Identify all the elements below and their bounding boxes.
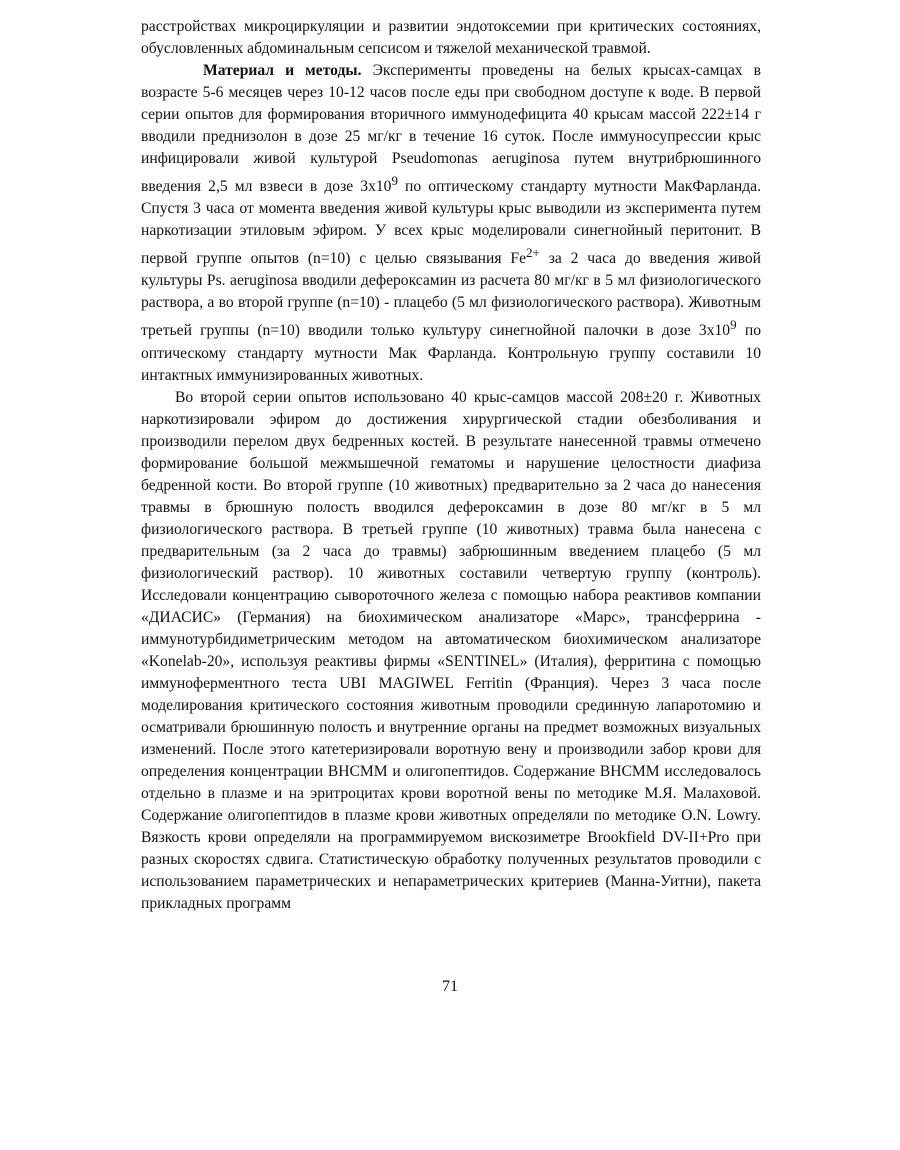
paragraph-materials-methods (141, 60, 761, 387)
paragraph-second-series: Во второй серии опытов использовано 40 крыс-самцов массой 208±20 г. Животных наркотизировали эфиром до достижения хирургической стадии обезболивания и производили перелом двух бедренных костей. В результате нанесенной травмы отмечено формирование большой межмышечной гематомы и нарушение целостности диафиза бедренной кости. Во второй группе (10 животных) предварительно за 2 часа до нанесения травмы в брюшную полость вводился дефероксамин в дозе 80 мг/кг в 5 мл физиологического раствора. В третьей группе (10 животных) травма была нанесена с предварительным (за 2 часа до травмы) забрюшинным введением плацебо (5 мл физиологический раствор). 10 животных составили четвертую группу (контроль). Исследовали концентрацию сывороточного железа с помощью набора реактивов компании «ДИАСИС» (Германия) на биохимическом анализаторе «Марс», трансферрина - иммунотурбидиметрическим методом на автоматическом биохимическом анализаторе «Konelab-20», используя реактивы фирмы «SENTINEL» (Италия), ферритина с помощью иммуноферментного теста UBI MAGIWEL Ferritin (Франция). Через 3 часа после моделирования критического состояния животным проводили срединную лапаротомию и осматривали брюшинную полость и внутренние органы на предмет возможных визуальных изменений. После этого катетеризировали воротную вену и производили забор крови для определения концентрации ВНСММ и олигопептидов. Содержание ВНСММ исследовалось отдельно в плазме и на эритроцитах крови воротной вены по методике М.Я. Малаховой. Содержание олигопептидов в плазме крови животных определяли по методике O.N. Lowry. Вязкость крови определяли на программируемом вискозиметре Brookfield DV-II+Pro при разных скоростях сдвига. Статистическую обработку полученных результатов проводили с использованием параметрических и непараметрических критериев (Манна-Уитни), пакета прикладных программ (141, 388, 761, 912)
paragraph-text-part-b: по оптическому стандарту мутности МакФарланда. Спустя 3 часа от момента введения живой культуры крыс выводили из эксперимента путем наркотизации этиловым эфиром. У всех крыс моделировали синегнойный перитонит. В первой группе опытов (n=10) с целью связывания Fe (141, 178, 761, 268)
superscript-exponent-c: 9 (730, 317, 737, 333)
superscript-exponent-a: 9 (391, 173, 398, 188)
paragraph-intro: расстройствах микроциркуляции и развитии эндотоксемии при критических состояниях, обусловленных абдоминальным сепсисом и тяжелой механической травмой. (141, 18, 761, 57)
paragraph-text-part-c: за 2 часа до введения живой культуры Ps. aeruginosa вводили дефероксамин из расчета 80 мг/кг в 5 мл физиологического раствора, а во второй группе (n=10) - плацебо (5 мл физиологического раствора). Животным третьей группы (n=10) вводили только культуру синегнойной палочки в дозе 3x10 (141, 250, 761, 340)
superscript-iron-charge: 2+ (526, 245, 540, 261)
paragraph-text-part-a: Эксперименты проведены на белых крысах-самцах в возрасте 5-6 месяцев через 10-12 часов после еды при свободном доступе к воде. В первой серии опытов для формирования вторичного иммунодефицита 40 крысам массой 222±14 г вводили преднизолон в дозе 25 мг/кг в течение 16 суток. После иммуносупрессии крыс инфицировали живой культурой Pseudomonas aeruginosa путем внутрибрюшинного введения 2,5 мл взвеси в дозе 3x10 (141, 62, 762, 196)
page-number: 71 (442, 978, 458, 995)
paragraph-text-part-d: по оптическому стандарту мутности Мак Фарланда. Контрольную группу составили 10 интактных иммунизированных животных. (141, 322, 761, 384)
section-heading-materials-methods: Материал и методы. (203, 62, 362, 79)
document-page (141, 16, 761, 915)
